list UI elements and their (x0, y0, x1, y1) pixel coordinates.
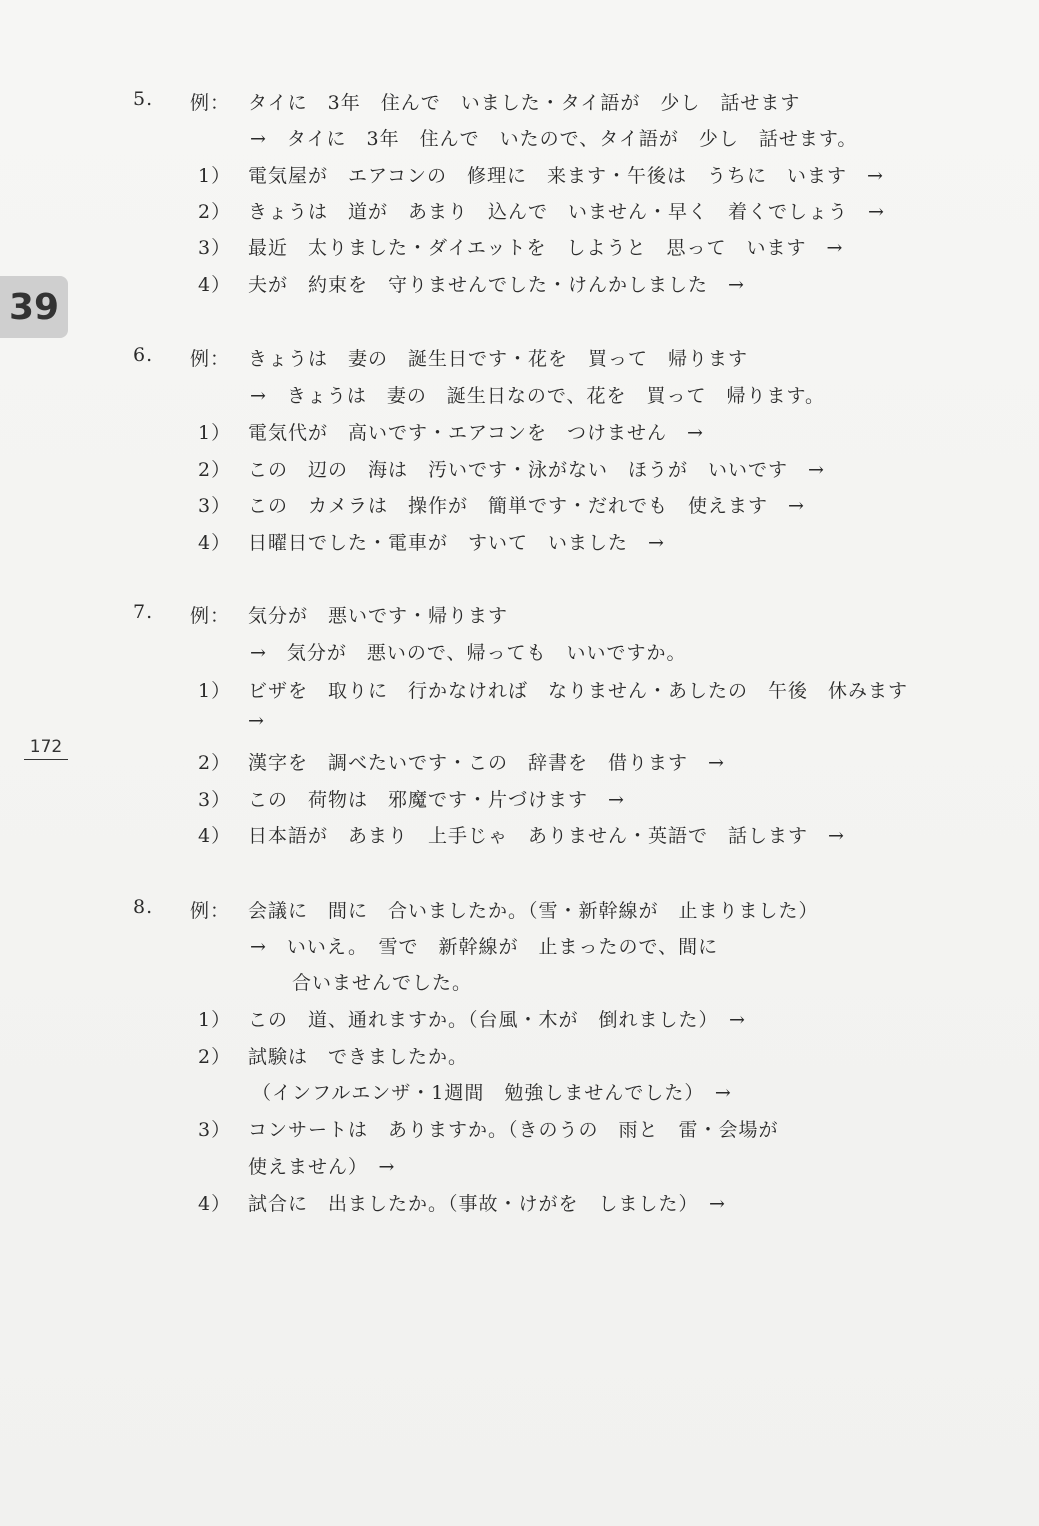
section-number: 8. (133, 896, 154, 918)
item-text: この 荷物は 邪魔です・片づけます → (248, 789, 625, 811)
section-number: 6. (133, 344, 154, 366)
item-number: 4） (198, 532, 232, 554)
item-number: 2） (198, 1046, 232, 1068)
example-answer: → 気分が 悪いので、帰っても いいですか。 (250, 642, 687, 664)
item-text: コンサートは ありますか。（きのうの 雨と 雷・会場が (248, 1119, 779, 1141)
item-text: 試合に 出ましたか。（事故・けがを しました） → (248, 1193, 726, 1215)
example-answer: → きょうは 妻の 誕生日なので、花を 買って 帰ります。 (250, 385, 826, 407)
item-number: 1） (198, 680, 232, 702)
item-number: 2） (198, 752, 232, 774)
item-text: 日曜日でした・電車が すいて いました → (248, 532, 665, 554)
item-text: 夫が 約束を 守りませんでした・けんかしました → (248, 274, 745, 296)
item-text: 漢字を 調べたいです・この 辞書を 借ります → (248, 752, 725, 774)
item-number: 1） (198, 165, 232, 187)
item-text: ビザを 取りに 行かなければ なりません・あしたの 午後 休みます (248, 680, 909, 702)
item-text: きょうは 道が あまり 込んで いません・早く 着くでしょう → (248, 201, 885, 223)
item-text: この 辺の 海は 汚いです・泳がない ほうが いいです → (248, 459, 825, 481)
item-text: 最近 太りました・ダイエットを しようと 思って います → (248, 237, 844, 259)
chapter-tab: 39 (0, 276, 68, 338)
item-number: 2） (198, 459, 232, 481)
example-answer: → タイに 3年 住んで いたので、タイ語が 少し 話せます。 (250, 128, 858, 150)
item-number: 3） (198, 1119, 232, 1141)
page-number: 172 (24, 737, 68, 760)
item-continuation: （インフルエンザ・1週間 勉強しませんでした） → (252, 1082, 732, 1104)
item-text: 日本語が あまり 上手じゃ ありません・英語で 話します → (248, 825, 845, 847)
example-text: きょうは 妻の 誕生日です・花を 買って 帰ります (248, 348, 749, 370)
example-text: タイに 3年 住んで いました・タイ語が 少し 話せます (248, 92, 801, 114)
example-answer: → いいえ。 雪で 新幹線が 止まったので、間に (250, 936, 719, 958)
example-label: 例： (190, 605, 231, 627)
example-answer-continuation: 合いませんでした。 (292, 972, 473, 994)
item-number: 3） (198, 789, 232, 811)
item-number: 4） (198, 1193, 232, 1215)
example-text: 気分が 悪いです・帰ります (248, 605, 509, 627)
item-number: 1） (198, 1009, 232, 1031)
item-text: この カメラは 操作が 簡単です・だれでも 使えます → (248, 495, 805, 517)
section-number: 7. (133, 601, 154, 623)
example-text: 会議に 間に 合いましたか。（雪・新幹線が 止まりました） (248, 900, 819, 922)
item-number: 1） (198, 422, 232, 444)
item-continuation: 使えません） → (248, 1156, 396, 1178)
item-text: 電気代が 高いです・エアコンを つけません → (248, 422, 704, 444)
item-number: 4） (198, 274, 232, 296)
item-number: 3） (198, 495, 232, 517)
item-text: 試験は できましたか。 (248, 1046, 469, 1068)
example-label: 例： (190, 900, 231, 922)
example-label: 例： (190, 92, 231, 114)
item-number: 2） (198, 201, 232, 223)
item-number: 3） (198, 237, 232, 259)
item-text: この 道、通れますか。（台風・木が 倒れました） → (248, 1009, 746, 1031)
example-label: 例： (190, 348, 231, 370)
item-continuation: → (248, 710, 265, 732)
item-text: 電気屋が エアコンの 修理に 来ます・午後は うちに います → (248, 165, 884, 187)
section-number: 5. (133, 88, 154, 110)
item-number: 4） (198, 825, 232, 847)
